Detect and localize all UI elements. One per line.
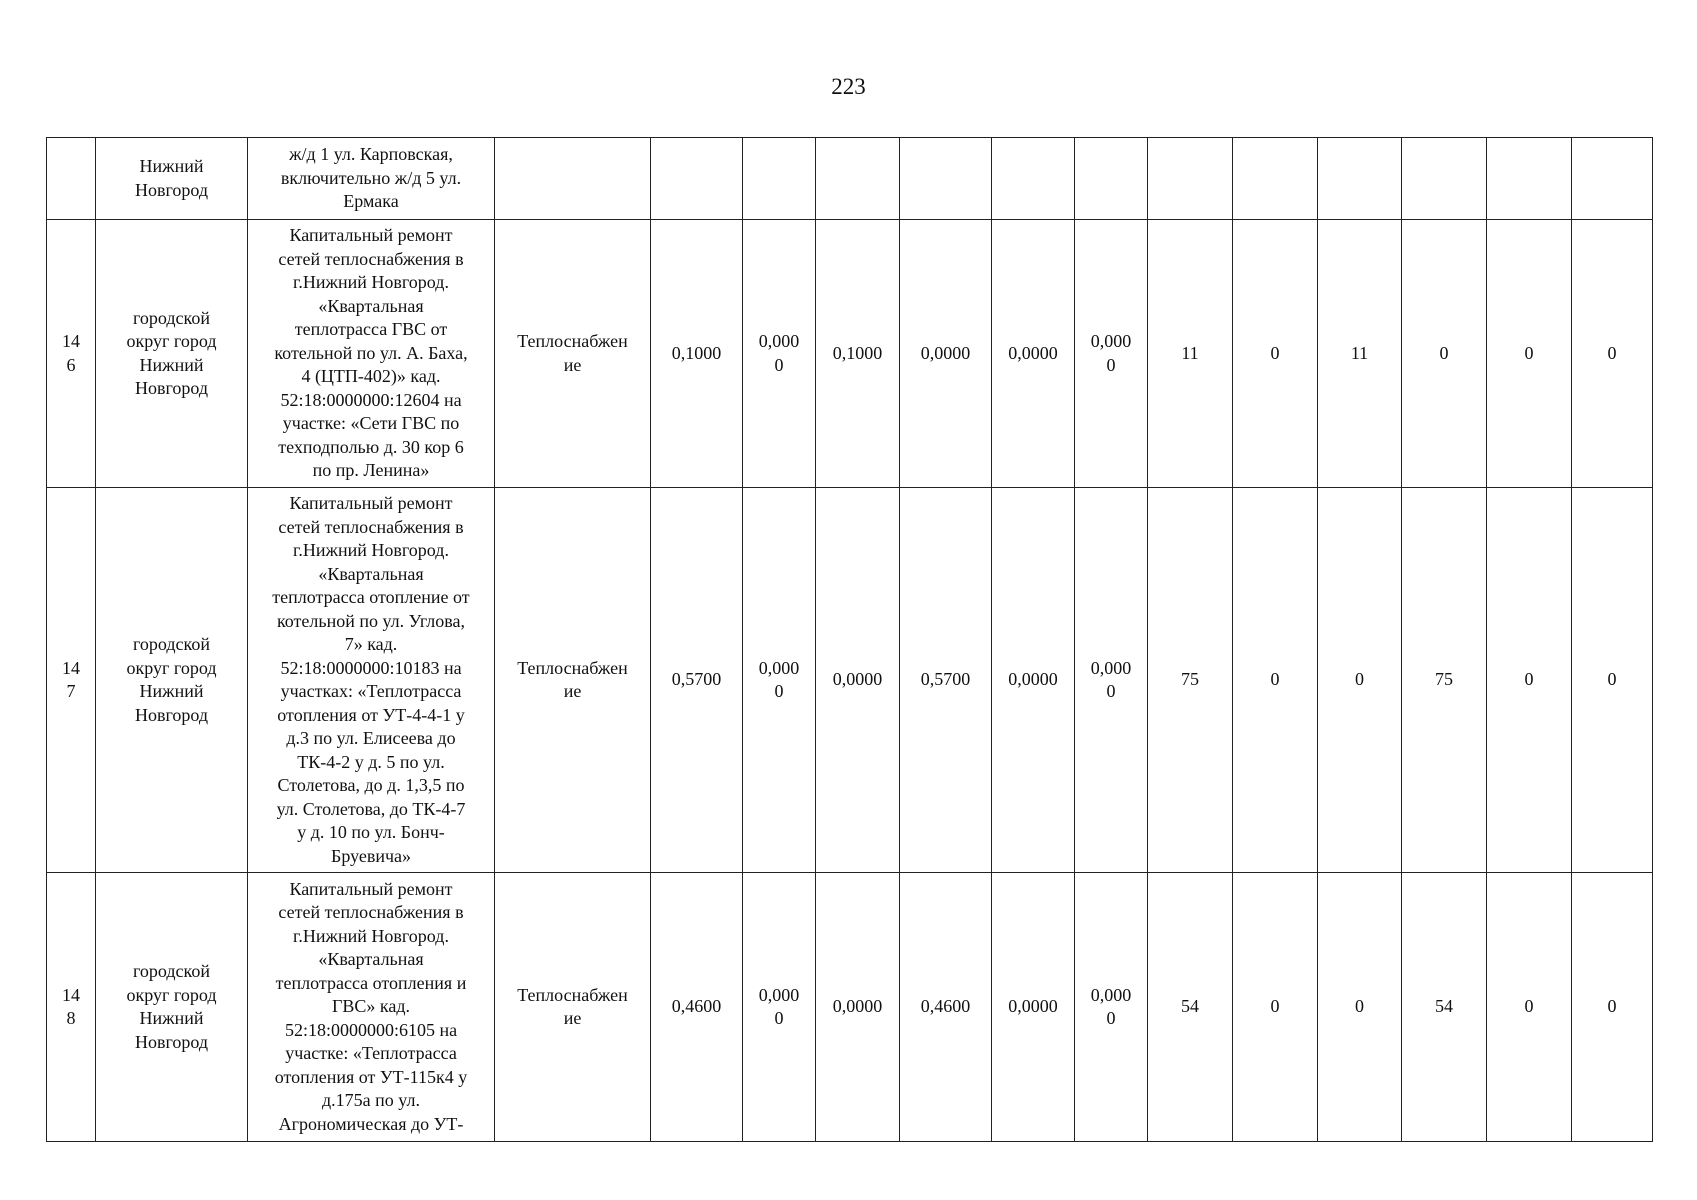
value-cell — [900, 138, 992, 220]
municipality-cell: городской округ город Нижний Новгород — [96, 220, 248, 488]
row-number-cell — [47, 138, 96, 220]
value-cell: 0,4600 — [651, 873, 743, 1142]
value-cell — [1318, 138, 1402, 220]
value-cell — [1233, 138, 1318, 220]
value-cell: 0 — [1318, 873, 1402, 1142]
municipality-cell: Нижний Новгород — [96, 138, 248, 220]
value-cell: 75 — [1148, 488, 1233, 873]
table-row — [47, 220, 1653, 488]
municipality-cell: городской округ город Нижний Новгород — [96, 873, 248, 1142]
value-cell: 0 — [1233, 488, 1318, 873]
value-cell: 0,000 0 — [1075, 220, 1148, 488]
value-cell: 54 — [1148, 873, 1233, 1142]
row-number-cell: 14 6 — [47, 220, 96, 488]
value-cell: 0,0000 — [992, 873, 1075, 1142]
value-cell: 0 — [1318, 488, 1402, 873]
supply-type-cell: Теплоснабжен ие — [495, 873, 651, 1142]
table-row — [47, 873, 1653, 1142]
value-cell — [651, 138, 743, 220]
value-cell — [1402, 138, 1487, 220]
value-cell: 0 — [1402, 220, 1487, 488]
value-cell: 54 — [1402, 873, 1487, 1142]
value-cell — [743, 138, 816, 220]
value-cell — [1075, 138, 1148, 220]
value-cell: 0,5700 — [900, 488, 992, 873]
row-number-cell: 14 7 — [47, 488, 96, 873]
value-cell: 0,0000 — [992, 488, 1075, 873]
value-cell: 0,0000 — [816, 488, 900, 873]
table-row — [47, 138, 1653, 220]
value-cell: 0,000 0 — [743, 488, 816, 873]
value-cell — [1572, 138, 1653, 220]
value-cell: 0 — [1572, 873, 1653, 1142]
value-cell: 0,1000 — [816, 220, 900, 488]
object-description-cell: Капитальный ремонт сетей теплоснабжения в г.Нижний Новгород. «Квартальная теплотрасса отопление от котельной по ул. Углова, 7» кад. 52:18:0000000:10183 на участках: «Теплотрасса отопления от УТ-4-4-1 у д.3 по ул. Елисеева до ТК-4-2 у д. 5 по ул. Столетова, до д. 1,3,5 по ул. Столетова, до ТК-4-7 у д. 10 по ул. Бонч- Бруевича» — [248, 488, 495, 873]
object-description-cell: Капитальный ремонт сетей теплоснабжения в г.Нижний Новгород. «Квартальная теплотрасса ГВС от котельной по ул. А. Баха, 4 (ЦТП-402)» кад. 52:18:0000000:12604 на участке: «Сети ГВС по техподполью д. 30 кор 6 по пр. Ленина» — [248, 220, 495, 488]
value-cell: 0 — [1233, 873, 1318, 1142]
value-cell: 0 — [1487, 488, 1572, 873]
object-description-cell: Капитальный ремонт сетей теплоснабжения в г.Нижний Новгород. «Квартальная теплотрасса отопления и ГВС» кад. 52:18:0000000:6105 на участке: «Теплотрасса отопления от УТ-115к4 у д.175а по ул. Агрономическая до УТ- — [248, 873, 495, 1142]
value-cell: 75 — [1402, 488, 1487, 873]
value-cell: 0 — [1233, 220, 1318, 488]
value-cell: 0,1000 — [651, 220, 743, 488]
value-cell: 11 — [1148, 220, 1233, 488]
supply-type-cell — [495, 138, 651, 220]
municipality-cell: городской округ город Нижний Новгород — [96, 488, 248, 873]
value-cell — [1487, 138, 1572, 220]
value-cell: 0,000 0 — [743, 220, 816, 488]
supply-type-cell: Теплоснабжен ие — [495, 488, 651, 873]
value-cell: 11 — [1318, 220, 1402, 488]
value-cell: 0,0000 — [900, 220, 992, 488]
value-cell — [1148, 138, 1233, 220]
value-cell: 0 — [1487, 873, 1572, 1142]
value-cell: 0,000 0 — [1075, 873, 1148, 1142]
table-row — [47, 488, 1653, 873]
value-cell — [816, 138, 900, 220]
page-number: 223 — [831, 74, 866, 99]
value-cell: 0 — [1487, 220, 1572, 488]
value-cell: 0 — [1572, 220, 1653, 488]
value-cell: 0,4600 — [900, 873, 992, 1142]
supply-type-cell: Теплоснабжен ие — [495, 220, 651, 488]
object-description-cell: ж/д 1 ул. Карповская, включительно ж/д 5 ул. Ермака — [248, 138, 495, 220]
value-cell: 0,0000 — [992, 220, 1075, 488]
data-table — [46, 137, 1653, 1142]
value-cell — [992, 138, 1075, 220]
row-number-cell: 14 8 — [47, 873, 96, 1142]
value-cell: 0,5700 — [651, 488, 743, 873]
value-cell: 0,000 0 — [743, 873, 816, 1142]
value-cell: 0,0000 — [816, 873, 900, 1142]
value-cell: 0 — [1572, 488, 1653, 873]
value-cell: 0,000 0 — [1075, 488, 1148, 873]
